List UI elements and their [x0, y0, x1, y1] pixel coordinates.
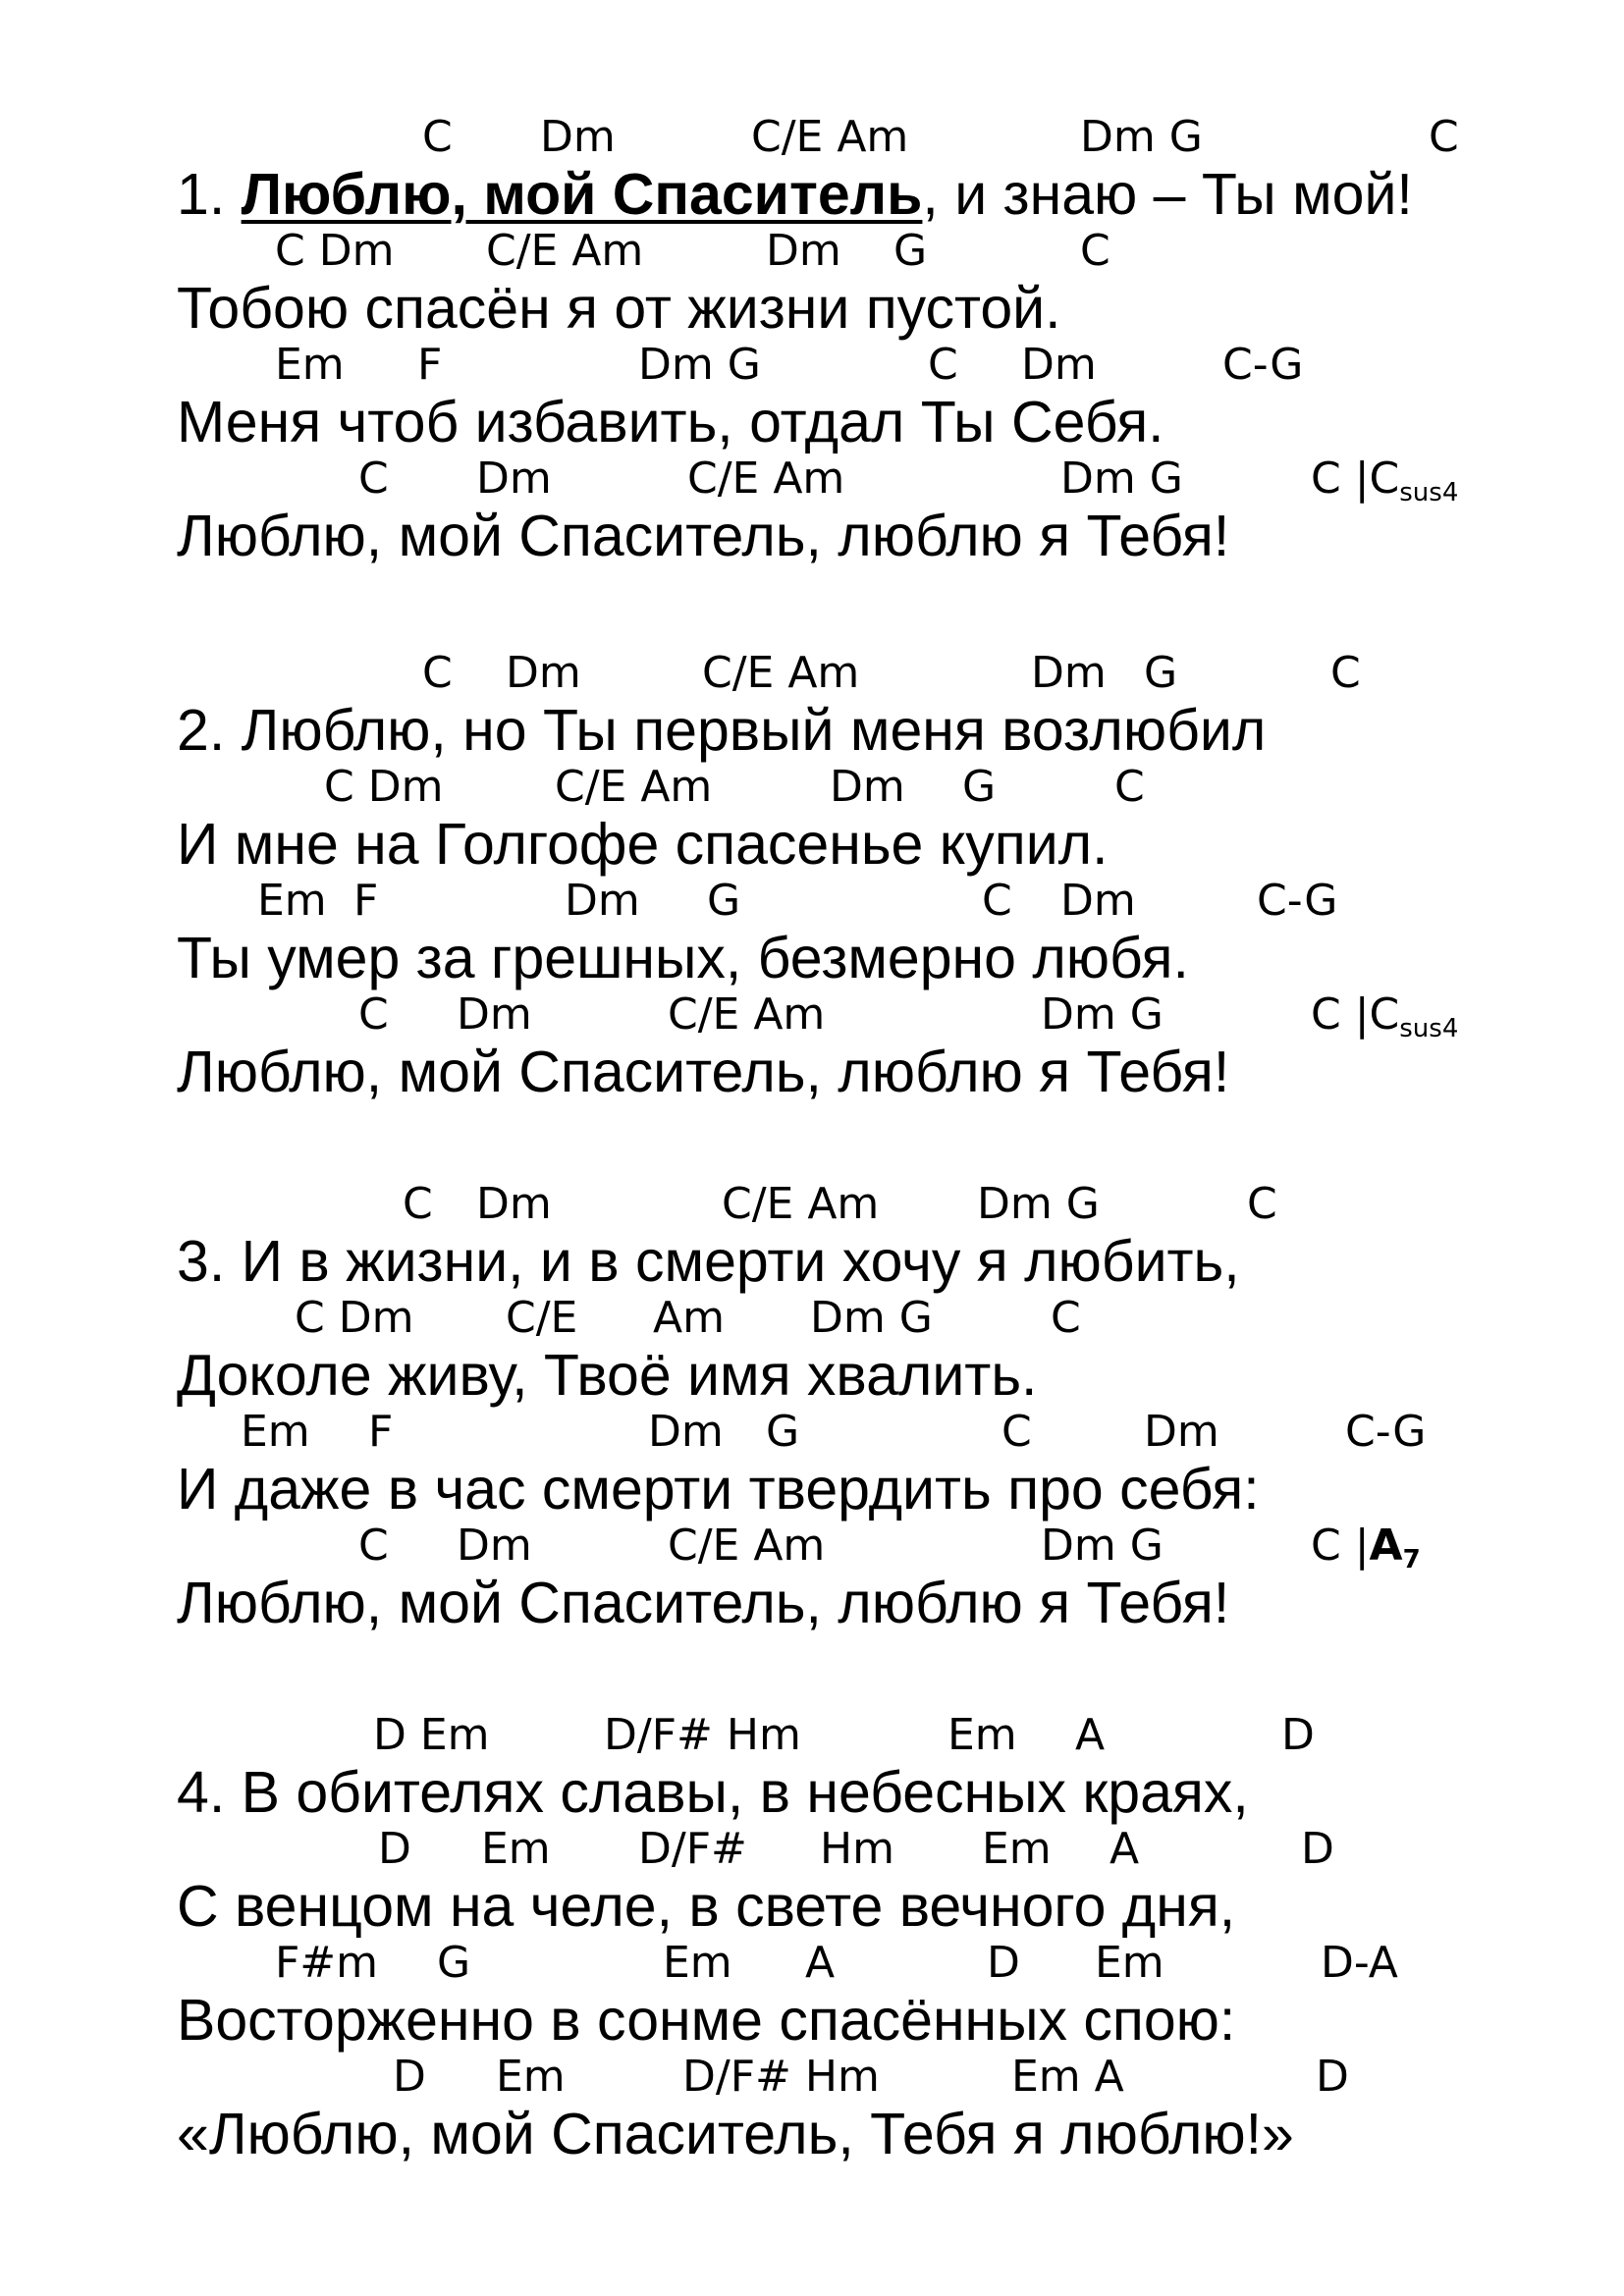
verse-line [0, 336, 1624, 454]
chord: D [393, 2052, 426, 2102]
chord: C/E Am [702, 648, 860, 698]
chord: C [1051, 1293, 1081, 1343]
chord: G [893, 226, 928, 276]
chord: D [987, 1938, 1020, 1988]
verse-line [0, 872, 1624, 990]
lyric-line: С венцом на челе, в свете вечного дня, [177, 1874, 1236, 1939]
chord: C [422, 112, 453, 162]
verse-line [0, 1517, 1624, 1635]
verse-line [0, 1289, 1624, 1408]
verse-line [0, 450, 1624, 568]
chord: A [1075, 1710, 1106, 1760]
chord: Em [257, 876, 327, 926]
chord-line [0, 872, 1624, 931]
chord: Dm [476, 1179, 552, 1229]
chord: C [1080, 226, 1110, 276]
lyric-line: Люблю, мой Спаситель, люблю я Тебя! [177, 1571, 1230, 1635]
verse-number: 1. [177, 162, 242, 227]
chord: F [368, 1407, 394, 1457]
verse-line [0, 1820, 1624, 1939]
chord: C Dm [295, 1293, 414, 1343]
chord: D/F# Hm [604, 1710, 801, 1760]
chord: A [805, 1938, 836, 1988]
chord: C/E Am [555, 762, 713, 812]
verse-line [0, 2048, 1624, 2166]
chord-line [0, 1403, 1624, 1462]
chord: C-G [1345, 1407, 1427, 1457]
chord-line [0, 2048, 1624, 2107]
chord: Dm [830, 762, 905, 812]
chord: C Dm [324, 762, 444, 812]
chord: Dm [1031, 648, 1107, 698]
chord-line [0, 108, 1624, 167]
chord: C/E Am [687, 454, 845, 504]
verse-line [0, 222, 1624, 341]
chord: Dm G [810, 1293, 933, 1343]
lyric-line: Люблю, мой Спаситель, люблю я Тебя! [177, 1040, 1230, 1104]
chord-with-suffix: C $|C_{sus4}$ [1311, 989, 1459, 1043]
lyric-line: И мне на Голгофе спасенье купил. [177, 812, 1109, 877]
chord: C [982, 876, 1012, 926]
chord: Dm [476, 454, 552, 504]
chord: Dm [648, 1407, 724, 1457]
lyric-line: 4. В обителях славы, в небесных краях, [177, 1760, 1249, 1825]
verse-4 [0, 1706, 1624, 2166]
chord: Dm [565, 876, 640, 926]
lyric-line: Меня чтоб избавить, отдал Ты Себя. [177, 390, 1164, 454]
verse-line [0, 986, 1624, 1104]
chord: Em [1095, 1938, 1164, 1988]
chord: C/E Am [668, 989, 826, 1040]
chord: Em [241, 1407, 310, 1457]
chord-with-suffix: C $|C_{sus4}$ [1311, 454, 1459, 507]
lyric-line: Ты умер за грешных, безмерно любя. [177, 926, 1189, 990]
chord: Am [653, 1293, 725, 1343]
chord-line [0, 758, 1624, 817]
lyric-line [177, 163, 1413, 226]
chord-line [0, 1289, 1624, 1348]
chord: C/E Am [751, 112, 909, 162]
chord: C [422, 648, 453, 698]
chord-line [0, 1934, 1624, 1993]
chord: Em [947, 1710, 1017, 1760]
lyric-line: Тобою спасён я от жизни пустой. [177, 276, 1061, 341]
chord: Dm G [638, 340, 761, 390]
lyric-line: Люблю, мой Спаситель, люблю я Тебя! [177, 504, 1230, 568]
chord: G [437, 1938, 471, 1988]
chord: C/E Am [668, 1521, 826, 1571]
chord: C [928, 340, 958, 390]
chord: C-G [1222, 340, 1304, 390]
chord: D [1281, 1710, 1315, 1760]
chord: F [353, 876, 379, 926]
chord: C/E Am [722, 1179, 880, 1229]
chord: Dm [766, 226, 841, 276]
chord: C [1429, 112, 1459, 162]
chord: D [378, 1824, 411, 1874]
chord: Dm G [1041, 989, 1164, 1040]
chord: C Dm [275, 226, 395, 276]
chord: F#m [275, 1938, 379, 1988]
chord: G [962, 762, 997, 812]
verse-line [0, 108, 1624, 227]
chord: Dm [1021, 340, 1097, 390]
chord: C [1330, 648, 1361, 698]
chord: Dm G [1060, 454, 1183, 504]
chord: D/F# [638, 1824, 747, 1874]
chord-line [0, 1706, 1624, 1765]
lyric-line: Доколе живу, Твоё имя хвалить. [177, 1343, 1038, 1408]
chord: Dm G [977, 1179, 1100, 1229]
chord-line [0, 1820, 1624, 1879]
chord: Dm [457, 1521, 532, 1571]
verse-line [0, 1706, 1624, 1825]
chord: C [358, 1521, 389, 1571]
chord-line [0, 1517, 1624, 1575]
chord: D [1316, 2052, 1349, 2102]
chord: Dm G [1041, 1521, 1164, 1571]
chord-line [0, 336, 1624, 395]
chord: Dm [1144, 1407, 1219, 1457]
chord: Dm [540, 112, 616, 162]
chord: Em [481, 1824, 551, 1874]
chord: D [1301, 1824, 1334, 1874]
chord-line [0, 1175, 1624, 1234]
chord: C [358, 989, 389, 1040]
chord: Dm [506, 648, 581, 698]
chord: C [403, 1179, 433, 1229]
chord: C/E [506, 1293, 578, 1343]
chord: G [1144, 648, 1178, 698]
chord: C [1247, 1179, 1277, 1229]
chord: Hm [820, 1824, 894, 1874]
verse-line [0, 1175, 1624, 1294]
chord-line [0, 644, 1624, 703]
chord: C [1001, 1407, 1032, 1457]
chord: G [707, 876, 741, 926]
chord: D/F# Hm [682, 2052, 880, 2102]
verse-2 [0, 644, 1624, 1104]
chord-with-suffix: C $|A_7$ [1311, 1521, 1421, 1575]
chord: D-A [1321, 1938, 1398, 1988]
chord: C/E Am [486, 226, 644, 276]
verse-line [0, 1403, 1624, 1522]
chord: C [1114, 762, 1145, 812]
chord-line [0, 222, 1624, 281]
verse-3 [0, 1175, 1624, 1635]
verse-line [0, 1934, 1624, 2053]
chord: A [1110, 1824, 1140, 1874]
chord: G [766, 1407, 800, 1457]
chord: Em [496, 2052, 566, 2102]
verse-1 [0, 108, 1624, 568]
chord: Em [663, 1938, 732, 1988]
lyric-line: «Люблю, мой Спаситель, Тебя я люблю!» [177, 2102, 1294, 2166]
chord: Dm [1060, 876, 1136, 926]
chord-line [0, 986, 1624, 1044]
chord: Em [982, 1824, 1052, 1874]
lyric-line: 2. Люблю, но Ты первый меня возлюбил [177, 698, 1267, 763]
chord: C [358, 454, 389, 504]
chord: Em [275, 340, 345, 390]
lyric-line: И даже в час смерти твердить про себя: [177, 1457, 1260, 1522]
chord: Dm G [1080, 112, 1203, 162]
song-title: Люблю, мой Спаситель [241, 162, 923, 227]
verse-line [0, 644, 1624, 763]
lyric-text: , и знаю – Ты мой! [922, 162, 1413, 227]
verse-line [0, 758, 1624, 877]
lyric-line: Восторженно в сонме спасённых спою: [177, 1988, 1236, 2053]
chord: Dm [457, 989, 532, 1040]
chord: C-G [1257, 876, 1338, 926]
chord: Em A [1011, 2052, 1124, 2102]
chord: F [417, 340, 443, 390]
lyric-line: 3. И в жизни, и в смерти хочу я любить, [177, 1229, 1240, 1294]
chord: D Em [373, 1710, 490, 1760]
chord-line [0, 450, 1624, 508]
